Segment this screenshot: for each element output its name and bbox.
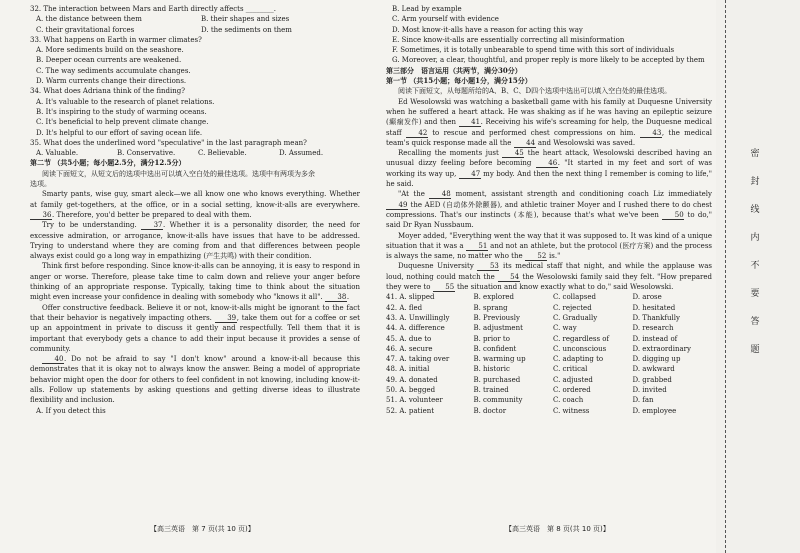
- choice-option: B. Lead by example: [392, 5, 462, 13]
- passage-paragraph: Offer constructive feedback. Believe it or not, know-it-alls might be ignorant to the fact that their behavior is negatively impacting others. 39, take them out for a coffee or set up an appointment in private to discuss it gently and respectfully. Tell them that it is important that everybody gets a chance to add their input because it provides a sense of community.: [30, 303, 360, 353]
- option: D. research: [632, 324, 674, 333]
- choice-option: C. Arm yourself with evidence: [392, 15, 499, 24]
- choice-option: E. Since know-it-alls are essentially correcting all misinformation: [392, 35, 625, 44]
- option: C. regardless of: [552, 334, 610, 343]
- option-row: [386, 354, 712, 364]
- question-33-stem: 33. What happens on Earth in warmer climates?: [30, 35, 202, 44]
- option-row: [386, 406, 712, 416]
- part-3-title: 第三部分 语言运用（共两节，满分30分）: [386, 65, 522, 75]
- option-row: [386, 375, 712, 385]
- option-row: [386, 323, 712, 333]
- option: D. invited: [632, 385, 667, 394]
- option: B. doctor: [473, 406, 507, 415]
- option: C. adapting to: [552, 355, 604, 364]
- option: 41. A. slipped: [386, 293, 435, 302]
- answer-blank: 45: [502, 149, 524, 158]
- section-2-instruction: 选项。: [30, 180, 51, 189]
- option: D. hesitated: [632, 303, 676, 312]
- option: C. unconscious: [552, 344, 607, 353]
- option: C. Believable.: [198, 149, 247, 158]
- answer-blank: 38: [325, 293, 347, 302]
- option: D. awkward: [632, 365, 675, 374]
- option: A. Valuable.: [36, 149, 79, 158]
- seal-line-notice: 密封线内不要答题: [750, 149, 760, 355]
- option: C. their gravitational forces: [36, 25, 135, 34]
- option: B. purchased: [473, 375, 521, 384]
- question-34-options: [30, 97, 360, 138]
- option: B. community: [473, 396, 523, 405]
- passage-paragraph: Try to be understanding. 37. Whether it is a personality disorder, the need for excessive admiration, or arrogance, know-it-alls have issues that have to be addressed. Trying to understand where they are coming from and that differences between people always exist could go a long way in empathizing (产生共鸣) with their condition.: [30, 221, 360, 261]
- option-row: [386, 303, 712, 313]
- reading-passage: [30, 189, 360, 405]
- page-7: [30, 4, 360, 522]
- option: B. prior to: [473, 334, 510, 343]
- option: B. trained: [473, 385, 509, 394]
- option-row: [386, 292, 712, 302]
- choice-option: F. Sometimes, it is totally unbearable to spend time with this sort of individuals: [392, 46, 675, 55]
- option: D. employee: [632, 406, 677, 415]
- option: 47. A. taking over: [386, 355, 450, 364]
- passage-paragraph: Moyer added, "Everything went the way that it was supposed to. It was kind of a unique situation that it was a 51 and not an athlete, but the protocol (医疗方案) and the process is always the same, no matter who the 52 is.": [386, 231, 712, 261]
- answer-blank: 54: [498, 273, 520, 282]
- answer-blank: 42: [406, 129, 428, 138]
- answer-blank: 44: [514, 139, 536, 148]
- page-8: [386, 4, 712, 522]
- option: D. It's helpful to our effort of saving ocean life.: [36, 128, 203, 137]
- option: C. Gradually: [552, 313, 598, 322]
- seal-line: [725, 0, 726, 553]
- choice-option: G. Moreover, a clear, thoughtful, and proper reply is more likely to be accepted by them: [392, 56, 705, 65]
- option: 42. A. fled: [386, 303, 423, 312]
- answer-blank: 49: [386, 201, 408, 210]
- option: D. Assumed.: [279, 149, 324, 158]
- answer-blank: 48: [429, 190, 451, 199]
- option: C. witness: [552, 406, 590, 415]
- passage-paragraph: "At the 48 moment, assistant strength and conditioning coach Liz immediately 49 the AED (自动体外除颤器), and athletic trainer Moyer and I rushed there to do chest compressions. That's our instincts (本能), because that's what we've been 50 to do," said Dr Ryan Nussbaum.: [386, 190, 712, 230]
- cloze-options: [386, 292, 712, 416]
- passage-paragraph: 40. Do not be afraid to say "I don't know" around a know-it-all because this demonstrates that it is okay not to always know the answer. Being a model of appropriate behavior might open the door for others to feel confident in not knowing, including know-it-alls. Follow up statements by asking questions and getting diverse ideas to illustrate flexibility and inclusion.: [30, 355, 360, 405]
- option: C. The way sediments accumulate changes.: [36, 66, 191, 75]
- option: B. sprang: [473, 303, 508, 312]
- option: 52. A. patient: [386, 406, 435, 415]
- option: C. It's beneficial to help prevent climate change.: [36, 118, 209, 127]
- answer-blank: 43: [640, 129, 662, 138]
- option: 46. A. secure: [386, 344, 433, 353]
- option: C. collapsed: [552, 293, 597, 302]
- question-32-options: [30, 14, 360, 35]
- answer-blank: 47: [459, 170, 481, 179]
- question-35-options: [30, 148, 360, 158]
- passage-paragraph: Duquesne University 53 its medical staff that night, and while the applause was loud, nothing could match the 54 the Wesolowski family said they felt. "How prepared they were to 55 the situation and know exactly what to do," said Wesolowski.: [386, 262, 712, 292]
- option: B. Deeper ocean currents are weakened.: [36, 56, 182, 65]
- option: A. It's valuable to the research of planet relations.: [36, 97, 215, 106]
- choice-a: A. If you detect this: [36, 406, 106, 415]
- option-row: [386, 334, 712, 344]
- option: B. Conservative.: [117, 149, 176, 158]
- option: A. the distance between them: [36, 15, 142, 24]
- answer-blank: 46: [536, 159, 558, 168]
- section-2-instruction: 阅读下面短文，从短文后的选项中选出可以填入空白处的最佳选项。选项中有两项为多余: [42, 169, 315, 178]
- question-33-options: [30, 45, 360, 86]
- option: D. grabbed: [632, 375, 672, 384]
- cloze-passage: [386, 97, 712, 293]
- option-row: [386, 313, 712, 323]
- answer-blank: 51: [466, 242, 488, 251]
- option: D. digging up: [632, 355, 681, 364]
- passage-paragraph: Smarty pants, wise guy, smart aleck—we all know one who knows everything. Whether at family get-togethers, at the office, or in a social setting, know-it-alls are everywhere. 36. Therefore, you'd better be prepared to deal with them.: [30, 190, 360, 219]
- answer-blank: 52: [525, 252, 547, 261]
- option: D. the sediments on them: [201, 25, 292, 34]
- answer-blank: 53: [477, 262, 499, 271]
- option: B. warming up: [473, 355, 526, 364]
- option: D. extraordinary: [632, 344, 691, 353]
- answer-blank: 50: [662, 211, 684, 220]
- option-row: [386, 364, 712, 374]
- option: B. It's inspiring to the study of warming oceans.: [36, 107, 207, 116]
- answer-blank: 37: [141, 221, 163, 230]
- option: D. fan: [632, 396, 654, 405]
- option: C. coach: [552, 396, 584, 405]
- option-row: [386, 395, 712, 405]
- answer-blank: 40: [42, 355, 64, 364]
- option: C. adjusted: [552, 375, 593, 384]
- option: C. rejected: [552, 303, 592, 312]
- choice-option: D. Most know-it-alls have a reason for acting this way: [392, 25, 583, 34]
- option: B. Previously: [473, 313, 520, 322]
- option: 43. A. Unwillingly: [386, 313, 450, 322]
- option: 50. A. begged: [386, 385, 436, 394]
- option: B. adjustment: [473, 324, 523, 333]
- question-32-stem: 32. The interaction between Mars and Earth directly affects ________.: [30, 5, 276, 13]
- option: C. critical: [552, 365, 588, 374]
- option: D. instead of: [632, 334, 678, 343]
- section-1-title: 第一节 （共15小题；每小题1分，满分15分）: [386, 76, 532, 86]
- option: 48. A. initial: [386, 365, 430, 374]
- option: B. confident: [473, 344, 517, 353]
- option: D. Warm currents change their directions.: [36, 77, 187, 86]
- page-footer: 【高三英语 第 8 页(共 10 页)】: [505, 525, 610, 533]
- section-2-title: 第二节 （共5小题；每小题2.5分，满分12.5分）: [30, 158, 186, 168]
- passage-paragraph: Recalling the moments just 45 the heart attack, Wesolowski described having an unusual dizzy feeling before becoming 46. "It started in my feet and sort of was working its way up, 47 my body. And then the next thing I remember is coming to life," he said.: [386, 149, 712, 189]
- passage-paragraph: Ed Wesolowski was watching a basketball game with his family at Duquesne University when he suffered a heart attack. He was shaking as if he was having an epileptic seizure (癫痫发作) and then 41. Receiving his wife's screaming for help, the Duquesne medical staff 42 to rescue and performed chest compressions on him. 43, the medical team's quick response made all the 44 and Wesolowski was saved.: [386, 97, 712, 147]
- option: C. way: [552, 324, 577, 333]
- option: D. arose: [632, 293, 662, 302]
- section-1-instruction: 阅读下面短文，从每题所给的A、B、C、D四个选项中选出可以填入空白处的最佳选项。: [398, 87, 672, 96]
- page-footer: 【高三英语 第 7 页(共 10 页)】: [150, 525, 255, 533]
- question-34-stem: 34. What does Adriana think of the finding?: [30, 87, 186, 96]
- option: B. explored: [473, 293, 515, 302]
- answer-blank: 39: [215, 314, 237, 323]
- passage-paragraph: Think first before responding. Since know-it-alls can be annoying, it is easy to respond in anger or worse. Therefore, please take time to calm down and relieve your anger before thinking of an appropriate response. Typically, taking time to think about the situation might even increase your confidence in dealing with somebody who "knows it all". 38.: [30, 262, 360, 302]
- seven-choice-options: [386, 4, 712, 66]
- answer-blank: 36: [30, 211, 52, 220]
- answer-blank: 55: [433, 283, 455, 292]
- option: D. Thankfully: [632, 313, 680, 322]
- option: B. their shapes and sizes: [201, 15, 290, 24]
- option: 44. A. difference: [386, 324, 445, 333]
- option: 45. A. due to: [386, 334, 432, 343]
- option-row: [386, 344, 712, 354]
- option-row: [386, 385, 712, 395]
- option: A. More sediments build on the seashore.: [36, 46, 184, 55]
- option: 51. A. volunteer: [386, 396, 443, 405]
- answer-blank: 41: [459, 118, 481, 127]
- question-35-stem: 35. What does the underlined word "speculative" in the last paragraph mean?: [30, 138, 307, 147]
- option: B. historic: [473, 365, 510, 374]
- option: 49. A. donated: [386, 375, 438, 384]
- option: C. ordered: [552, 385, 591, 394]
